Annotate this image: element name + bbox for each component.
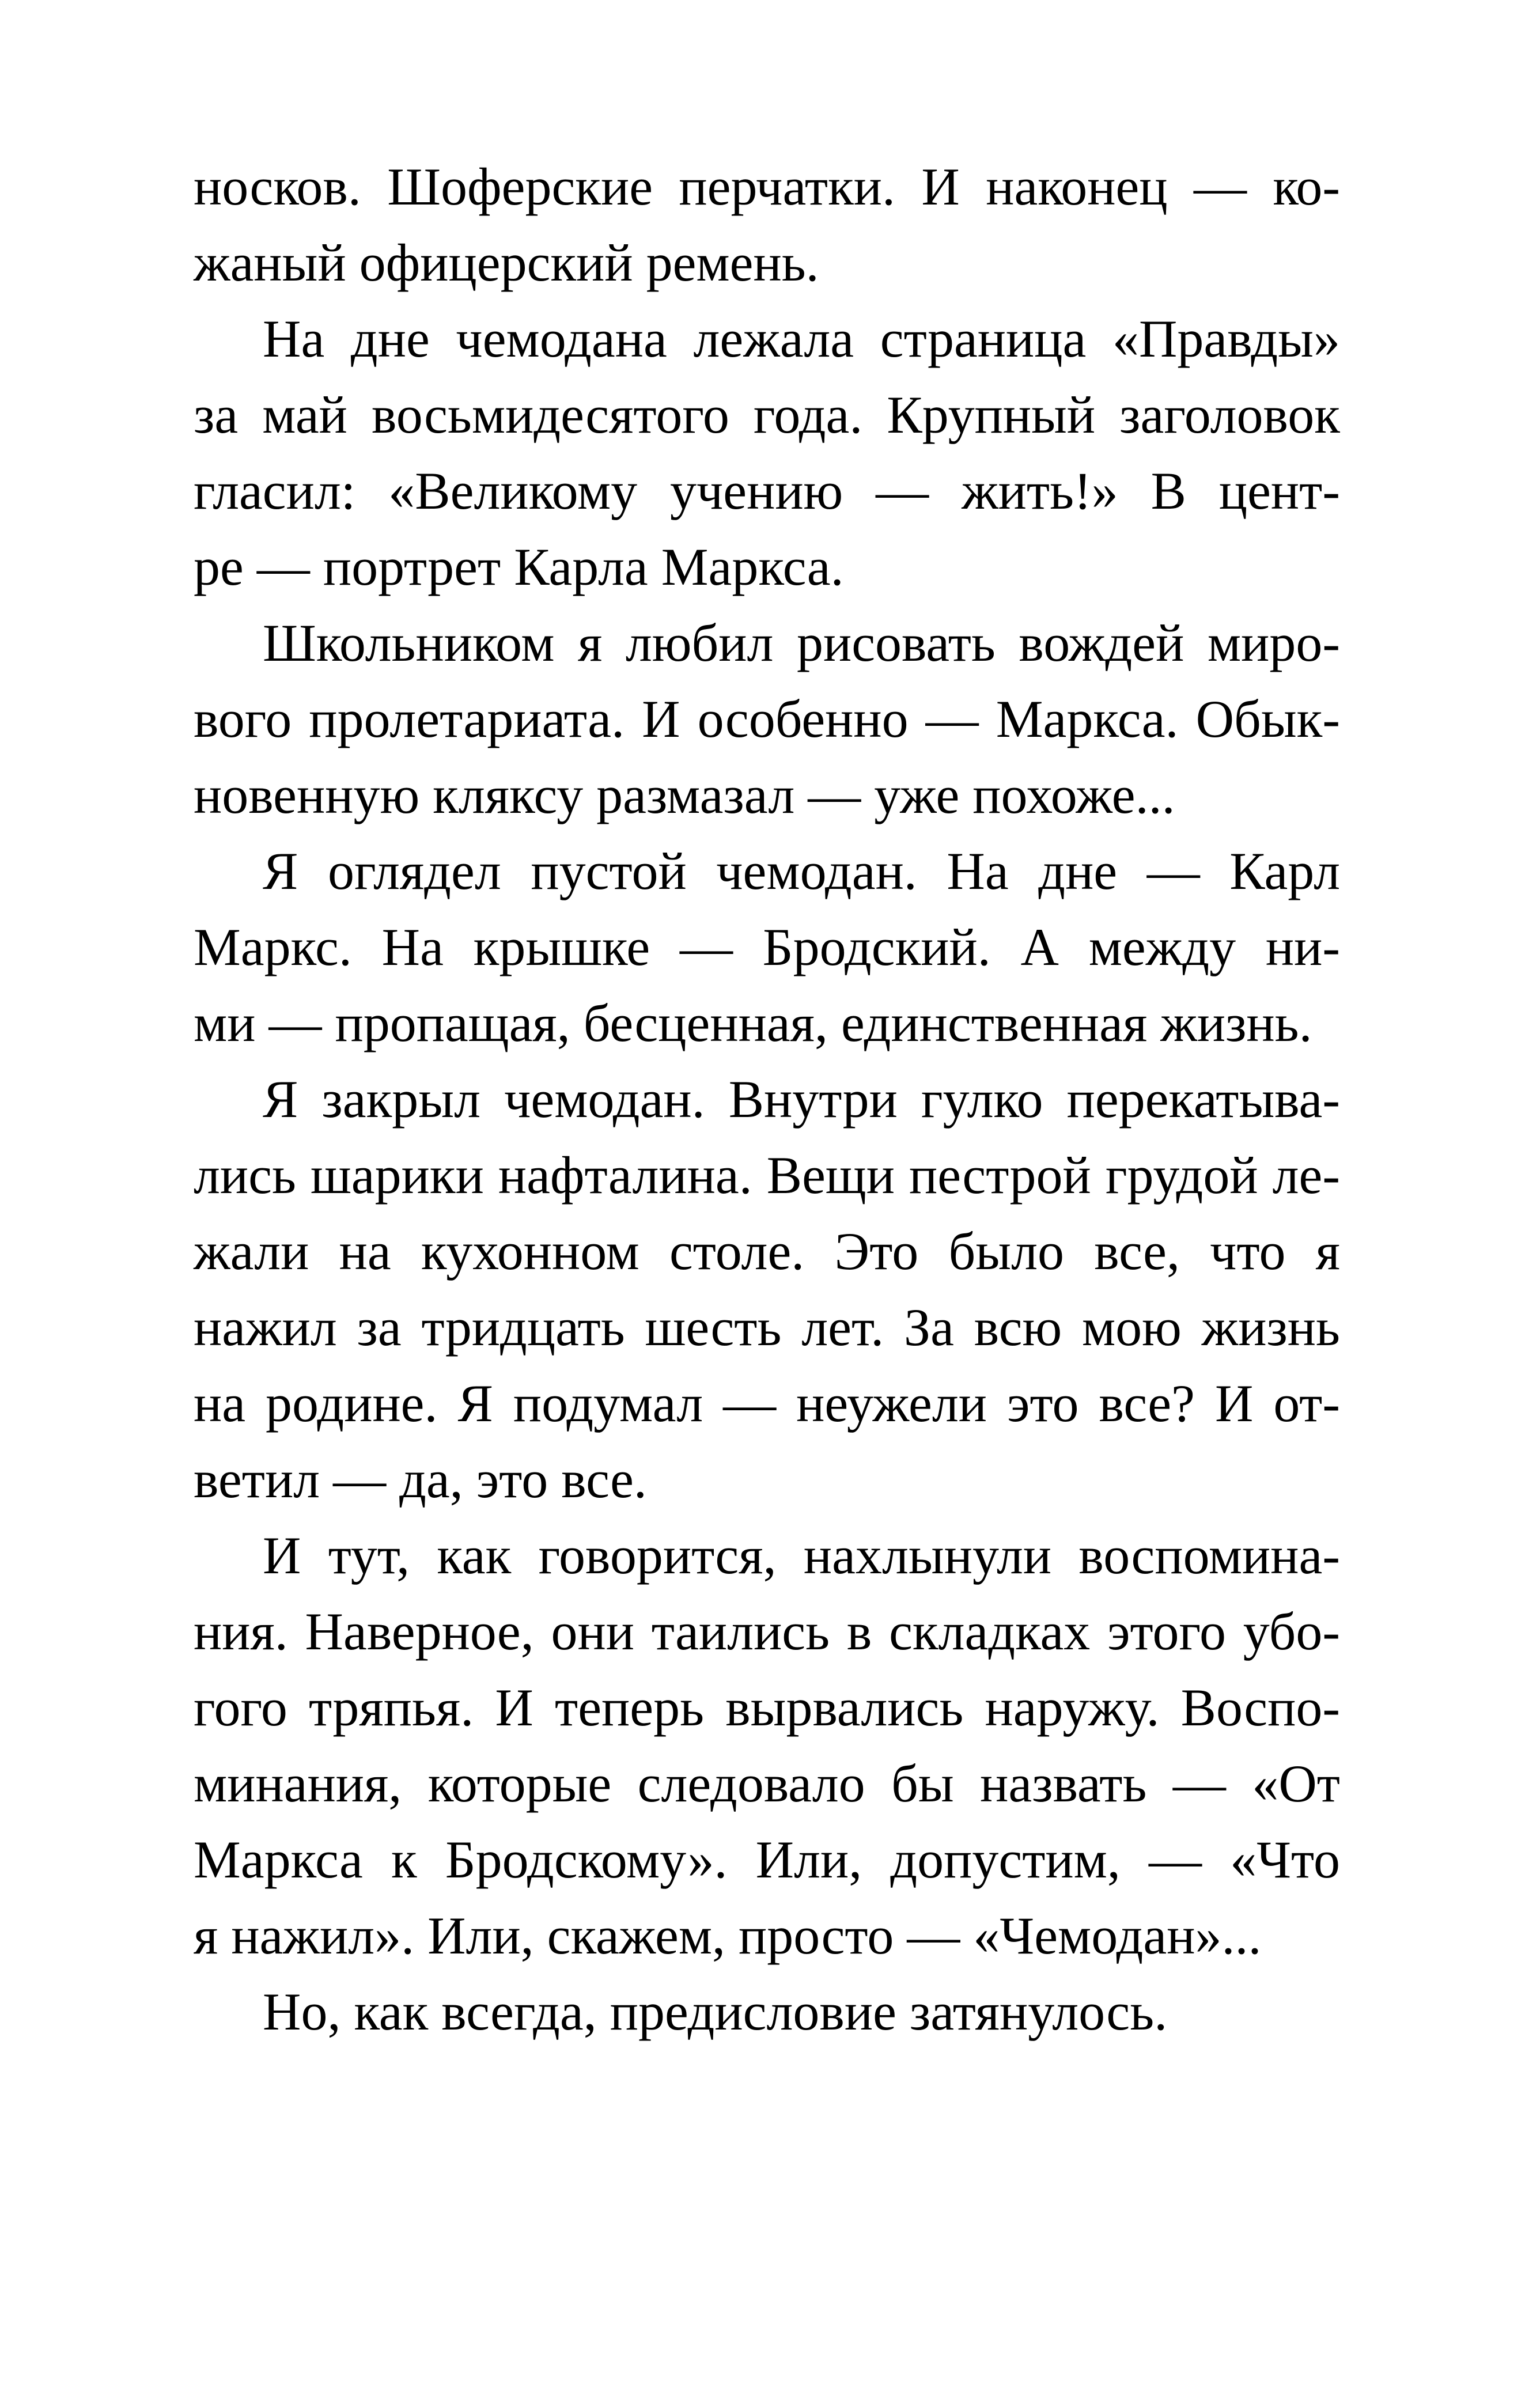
text-line: гласил: «Великому учению — жить!» В цент- [194, 461, 1340, 520]
text-line: На дне чемодана лежала страница «Правды» [263, 309, 1340, 368]
page-text [194, 149, 1340, 2050]
text-line: нажил за тридцать шесть лет. За всю мою жизнь [194, 1298, 1340, 1357]
text-line: жали на кухонном столе. Это было все, что я [194, 1222, 1340, 1281]
text-line: ре — портрет Карла Маркса. [194, 537, 844, 596]
text-line: Я закрыл чемодан. Внутри гулко перекатыва- [263, 1070, 1340, 1129]
text-line: Но, как всегда, предисловие затянулось. [263, 1982, 1168, 2041]
text-line: Школьником я любил рисовать вождей миро- [263, 614, 1340, 672]
text-line: лись шарики нафталина. Вещи пестрой грудой ле- [194, 1146, 1340, 1205]
text-line: ния. Наверное, они таились в складках этого убо- [194, 1602, 1340, 1661]
text-line: И тут, как говорится, нахлынули воспомина- [263, 1526, 1340, 1585]
text-line: Маркса к Бродскому». Или, допустим, — «Что [194, 1830, 1340, 1889]
text-line: Я оглядел пустой чемодан. На дне — Карл [263, 842, 1340, 900]
text-line: гого тряпья. И теперь вырвались наружу. Воспо- [194, 1678, 1340, 1737]
text-line: за май восьмидесятого года. Крупный заголовок [194, 385, 1340, 444]
text-line: на родине. Я подумал — неужели это все? И от- [194, 1374, 1340, 1433]
text-line: новенную кляксу размазал — уже похоже... [194, 766, 1175, 824]
text-line: ветил — да, это все. [194, 1450, 647, 1509]
text-line: минания, которые следовало бы назвать — «От [194, 1754, 1340, 1813]
text-line: жаный офицерский ремень. [194, 233, 819, 292]
text-line: носков. Шоферские перчатки. И наконец — ко- [194, 157, 1340, 216]
text-line: ми — пропащая, бесценная, единственная жизнь. [194, 994, 1312, 1052]
text-line: я нажил». Или, скажем, просто — «Чемодан»... [194, 1906, 1262, 1965]
text-line: вого пролетариата. И особенно — Маркса. Обык- [194, 690, 1340, 748]
text-line: Маркс. На крышке — Бродский. А между ни- [194, 918, 1340, 976]
